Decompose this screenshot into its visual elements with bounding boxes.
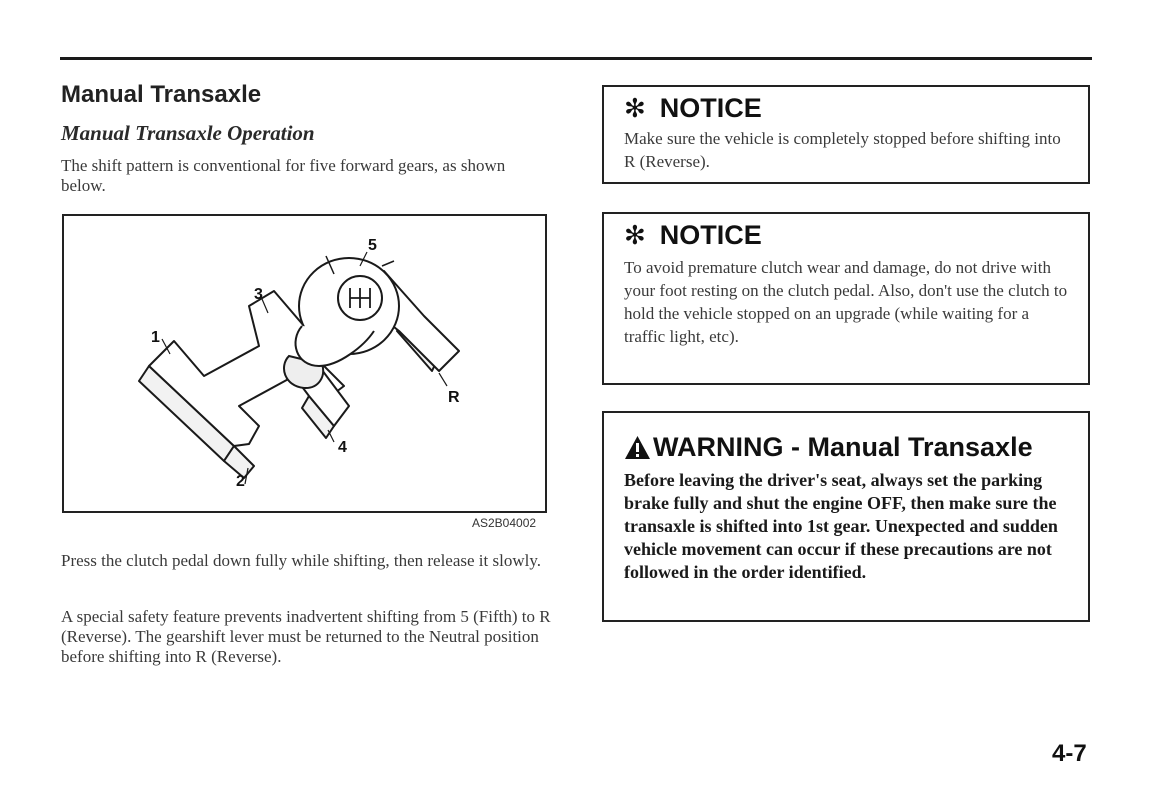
gear-label-2: 2: [236, 473, 245, 490]
gear-label-3: 3: [254, 286, 263, 303]
intro-paragraph: The shift pattern is conventional for five forward gears, as shown below.: [61, 156, 506, 195]
section-subtitle: Manual Transaxle Operation: [61, 121, 315, 145]
figure-code: AS2B04002: [472, 516, 537, 530]
notice-title: NOTICE: [659, 93, 762, 123]
notice-heading: [624, 220, 762, 251]
gear-label-4: 4: [338, 439, 347, 456]
gear-label-1: 1: [151, 329, 160, 346]
notice-star-icon: ✻: [624, 93, 646, 123]
leader-line: [439, 373, 447, 386]
notice-box-clutch: [602, 212, 1090, 385]
warning-text: Before leaving the driver's seat, always set the parking brake fully and shut the engine OFF, then make sure the transaxle is shifted into 1st gear. Unexpected and sudden vehicle movement can occur if these precautions are not followed in the order identified.: [624, 470, 1058, 582]
warning-title: WARNING - Manual Transaxle: [653, 432, 1033, 462]
notice-title: NOTICE: [659, 220, 762, 250]
notice-star-icon: ✻: [624, 220, 646, 250]
shift-pattern-illustration: [64, 216, 545, 511]
shift-knob: [284, 256, 399, 388]
gear-label-5: 5: [368, 237, 377, 254]
safety-paragraph: A special safety feature prevents inadvertent shifting from 5 (Fifth) to R (Reverse). The gearshift lever must be returned to the Neutral position before shifting into R (Reverse).: [61, 607, 551, 666]
notice-box-reverse: [602, 85, 1090, 184]
clutch-paragraph: Press the clutch pedal down fully while shifting, then release it slowly.: [61, 551, 541, 570]
notice-heading: [624, 93, 762, 124]
page-number: 4-7: [1052, 740, 1087, 767]
shift-pattern-figure: [62, 214, 547, 513]
notice-text: Make sure the vehicle is completely stopped before shifting into R (Reverse).: [624, 129, 1061, 171]
notice-text: To avoid premature clutch wear and damage, do not drive with your foot resting on the clutch pedal. Also, don't use the clutch to hold the vehicle stopped on an upgrade (while waiting for a traffic light, etc).: [624, 258, 1068, 346]
header-rule: [60, 57, 1092, 60]
warning-box: [602, 411, 1090, 622]
warning-heading: [624, 432, 1033, 463]
warning-triangle-icon: [624, 435, 651, 460]
section-title: Manual Transaxle: [61, 81, 262, 108]
gear-label-reverse: R: [448, 389, 460, 406]
